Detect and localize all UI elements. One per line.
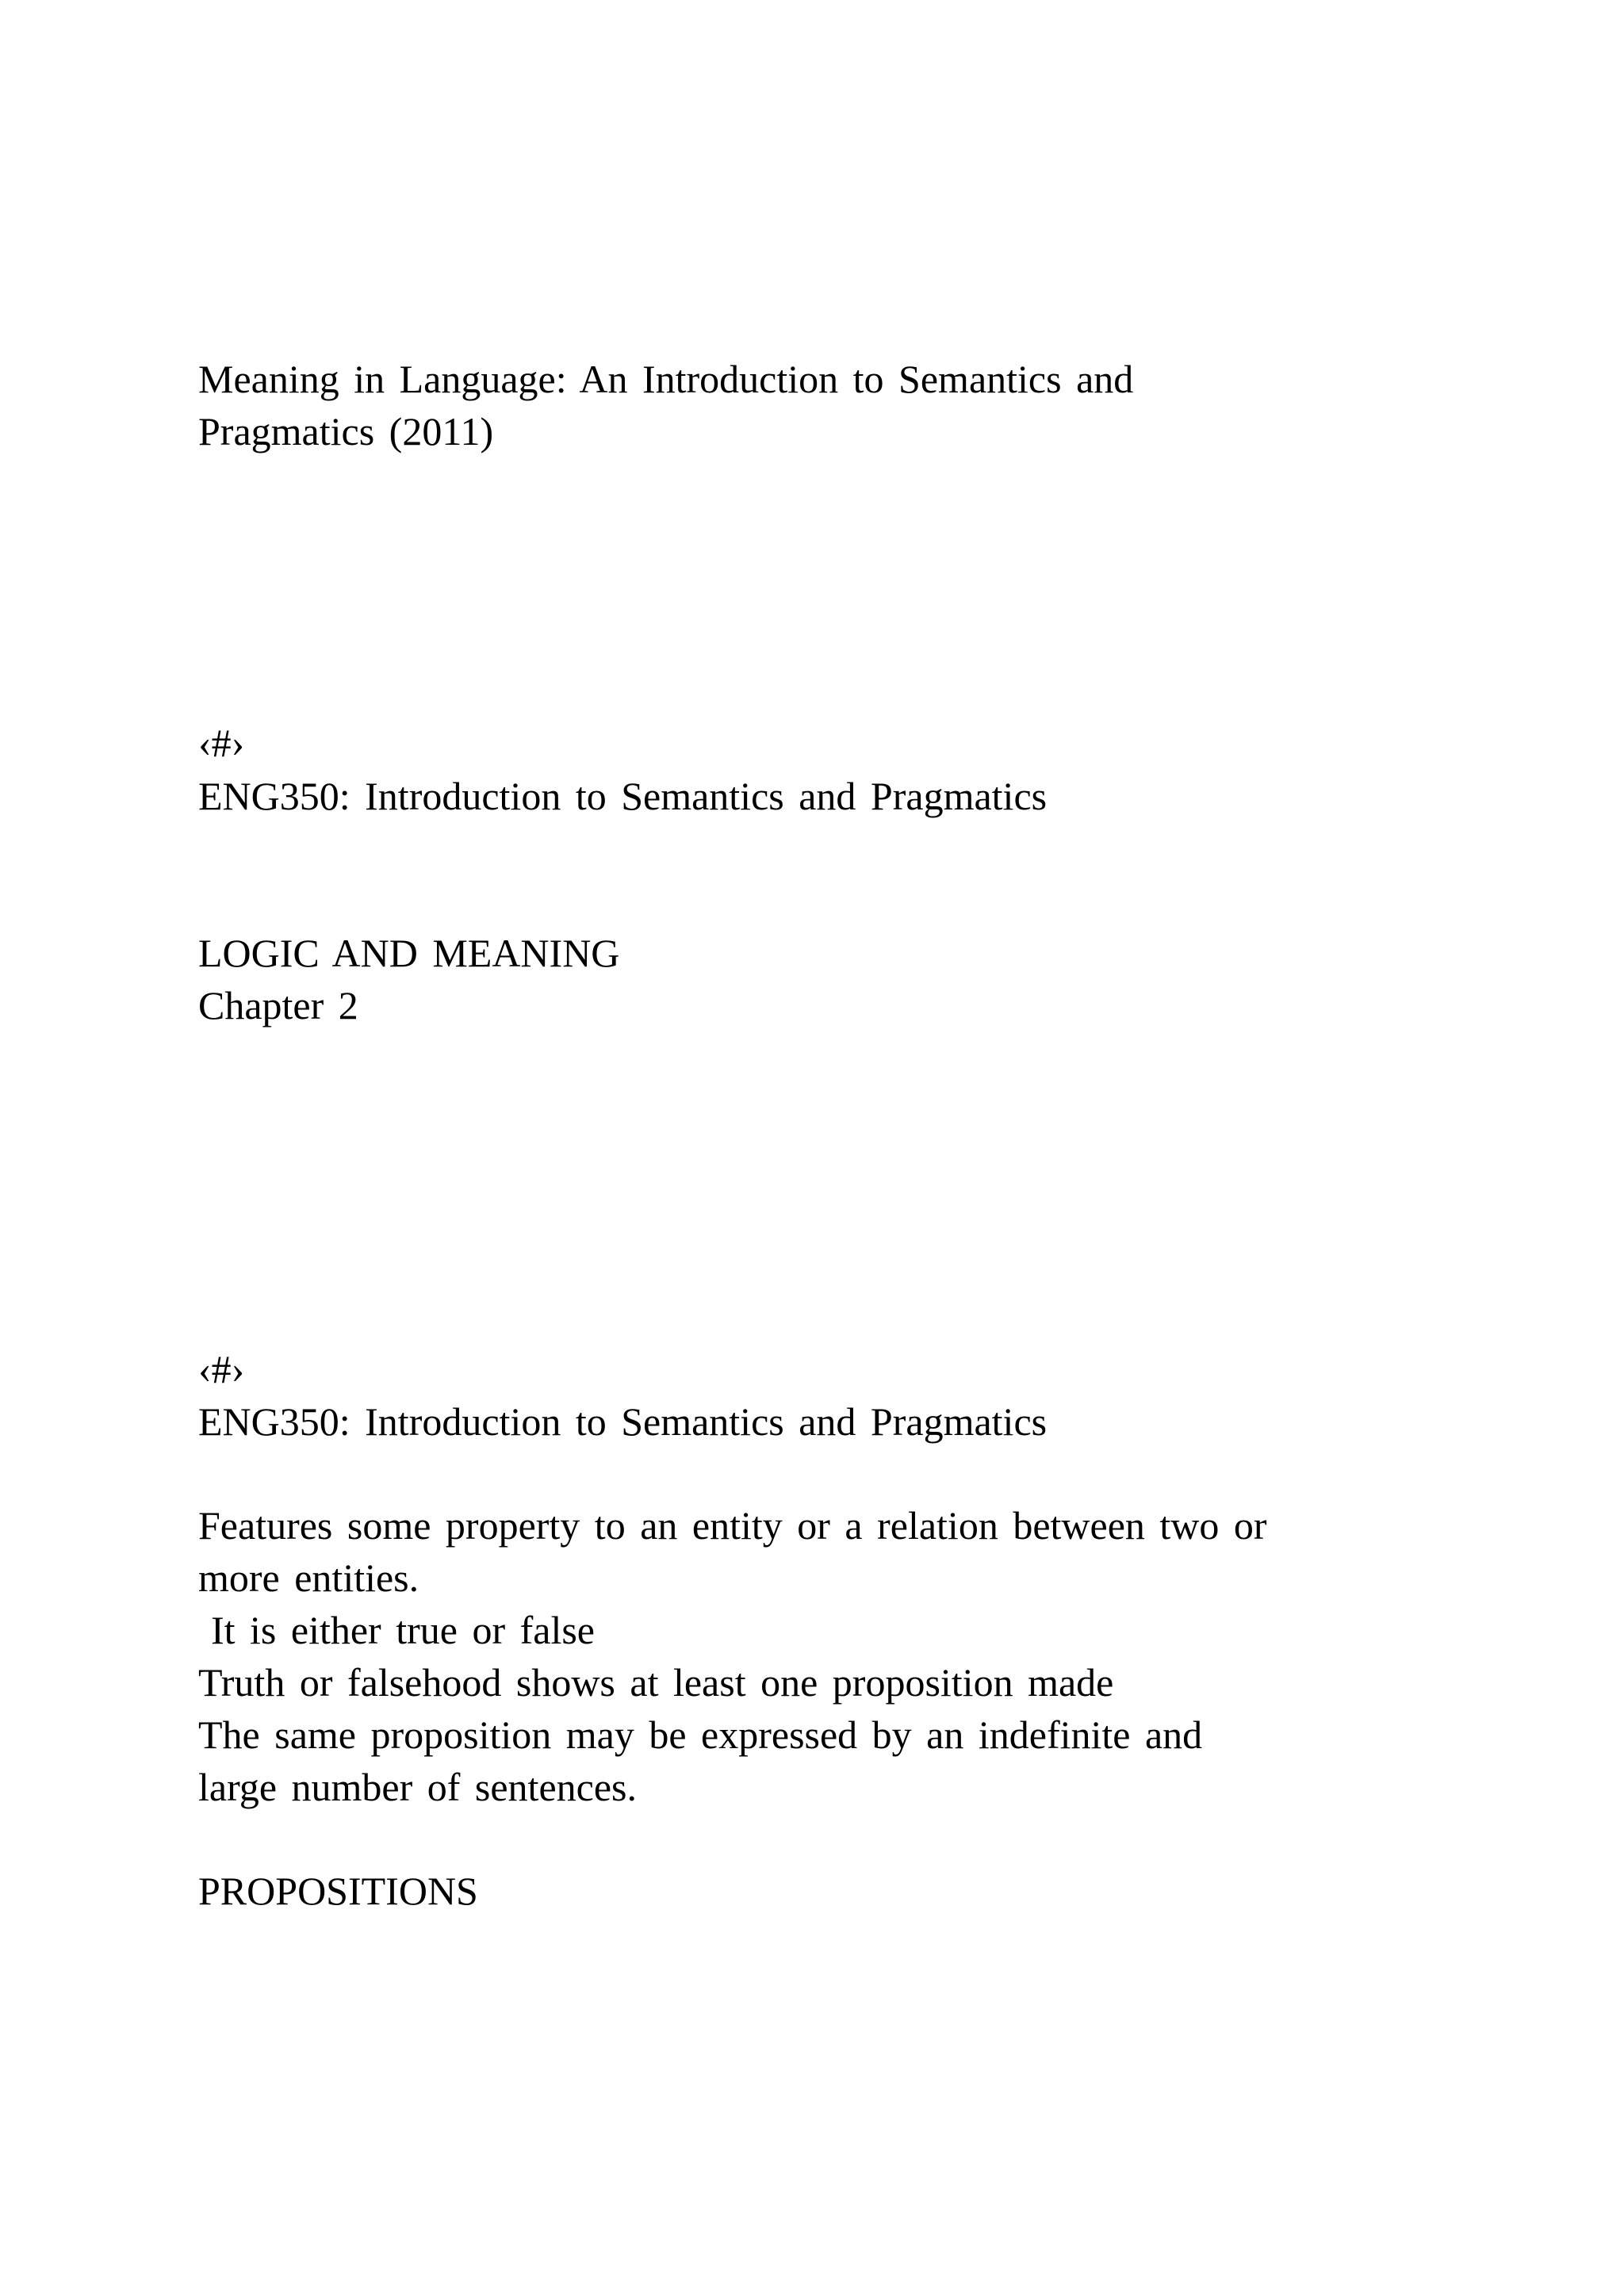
- slide-marker: ‹#›: [198, 721, 245, 765]
- document-title-line-2: Pragmatics (2011): [198, 409, 494, 453]
- course-title: ENG350: Introduction to Semantics and Pragmatics: [198, 774, 1048, 818]
- body-line: Truth or falsehood shows at least one proposition made: [198, 1660, 1114, 1705]
- section-heading: LOGIC AND MEANING: [198, 931, 620, 975]
- body-line: more entities.: [198, 1556, 419, 1600]
- section-subheading: Chapter 2: [198, 983, 358, 1027]
- body-line: Features some property to an entity or a relation between two or: [198, 1503, 1267, 1548]
- section-heading: PROPOSITIONS: [198, 1869, 478, 1913]
- slide-marker: ‹#›: [198, 1347, 245, 1391]
- course-title: ENG350: Introduction to Semantics and Pragmatics: [198, 1399, 1048, 1444]
- body-line: The same proposition may be expressed by an indefinite and: [198, 1712, 1203, 1757]
- body-line: large number of sentences.: [198, 1765, 637, 1809]
- document-title-line-1: Meaning in Language: An Introduction to Semantics and: [198, 357, 1134, 401]
- body-line: It is either true or false: [211, 1608, 595, 1652]
